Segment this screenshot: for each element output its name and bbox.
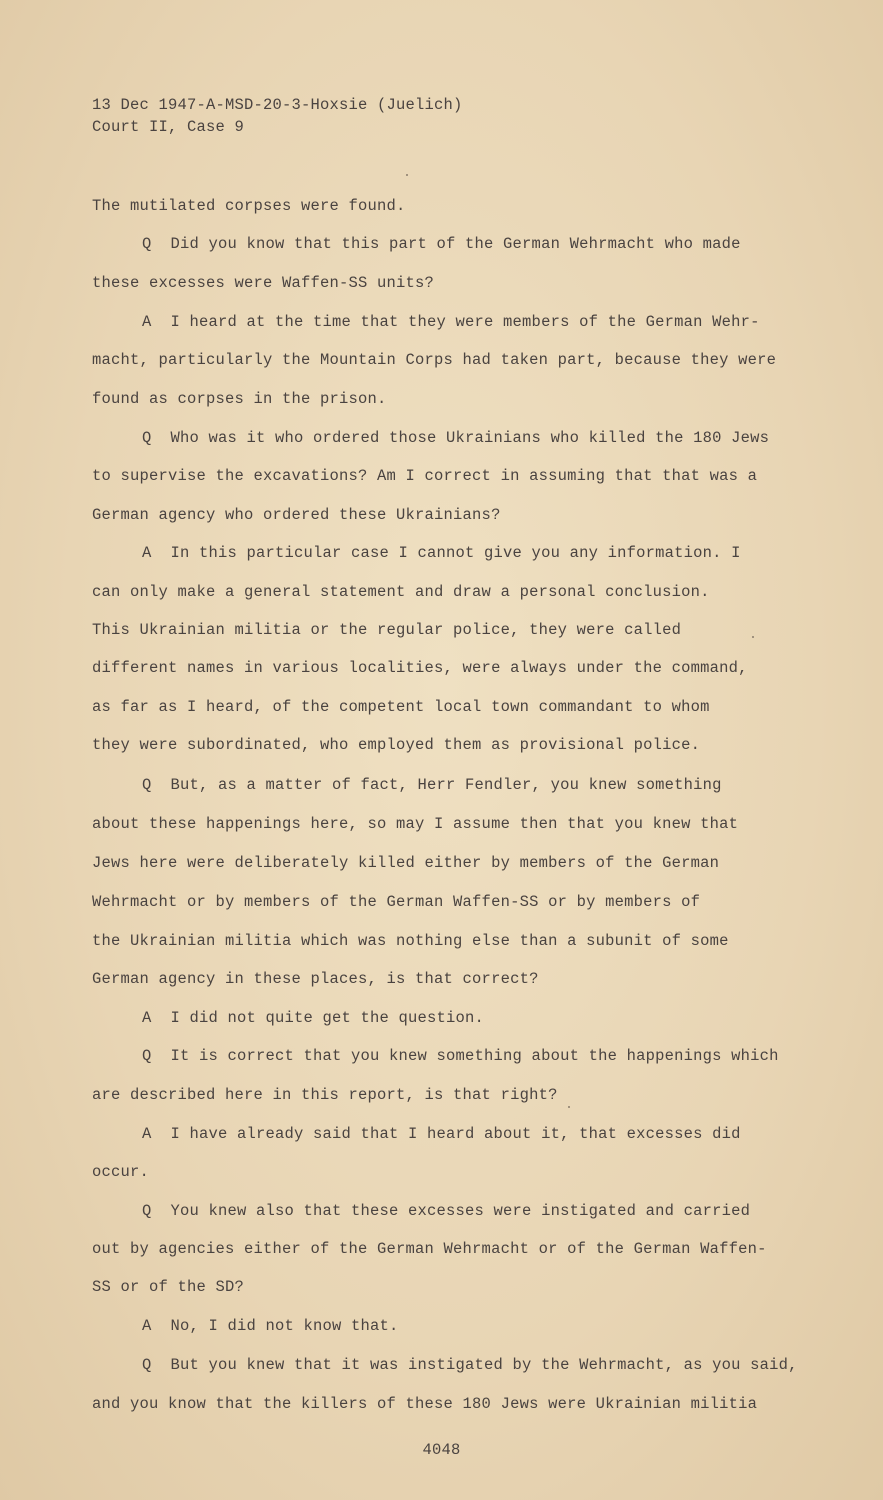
paper-speck <box>406 174 408 176</box>
paper-speck <box>568 1106 570 1108</box>
text-line: A No, I did not know that. <box>142 1317 399 1335</box>
text-line: are described here in this report, is that right? <box>92 1086 558 1104</box>
text-line: and you know that the killers of these 180 Jews were Ukrainian militia <box>92 1395 758 1413</box>
text-line: found as corpses in the prison. <box>92 390 387 408</box>
text-line: to supervise the excavations? Am I correct in assuming that that was a <box>92 467 758 485</box>
paper-speck <box>752 636 754 638</box>
text-line: as far as I heard, of the competent local town commandant to whom <box>92 698 710 716</box>
text-line: macht, particularly the Mountain Corps had taken part, because they were <box>92 351 777 369</box>
text-line: A I did not quite get the question. <box>142 1009 485 1027</box>
text-line: out by agencies either of the German Wehrmacht or of the German Waffen- <box>92 1240 767 1258</box>
text-line: German agency in these places, is that correct? <box>92 970 539 988</box>
text-line: Q You knew also that these excesses were instigated and carried <box>142 1202 751 1220</box>
text-line: This Ukrainian militia or the regular police, they were called <box>92 621 682 639</box>
text-line: A I have already said that I heard about it, that excesses did <box>142 1125 741 1143</box>
text-line: Q Who was it who ordered those Ukrainians who killed the 180 Jews <box>142 429 770 447</box>
text-line: The mutilated corpses were found. <box>92 197 406 215</box>
text-line: they were subordinated, who employed them as provisional police. <box>92 736 701 754</box>
text-line: German agency who ordered these Ukrainians? <box>92 506 501 524</box>
header-citation: 13 Dec 1947-A-MSD-20-3-Hoxsie (Juelich) <box>92 96 463 114</box>
text-line: different names in various localities, were always under the command, <box>92 659 748 677</box>
text-line: these excesses were Waffen-SS units? <box>92 274 435 292</box>
text-line: Jews here were deliberately killed either by members of the German <box>92 854 720 872</box>
text-line: can only make a general statement and draw a personal conclusion. <box>92 583 710 601</box>
header-court-case: Court II, Case 9 <box>92 118 245 136</box>
text-line: A In this particular case I cannot give you any information. I <box>142 544 741 562</box>
text-line: A I heard at the time that they were members of the German Wehr- <box>142 313 760 331</box>
text-line: Q But, as a matter of fact, Herr Fendler, you knew something <box>142 776 722 794</box>
text-line: Q But you knew that it was instigated by the Wehrmacht, as you said, <box>142 1356 798 1374</box>
text-line: SS or of the SD? <box>92 1278 245 1296</box>
text-line: Q It is correct that you knew something about the happenings which <box>142 1047 779 1065</box>
text-line: Q Did you know that this part of the German Wehrmacht who made <box>142 235 741 253</box>
page-number: 4048 <box>422 1441 461 1459</box>
text-line: about these happenings here, so may I assume then that you knew that <box>92 815 739 833</box>
text-line: Wehrmacht or by members of the German Waffen-SS or by members of <box>92 893 701 911</box>
text-line: the Ukrainian militia which was nothing else than a subunit of some <box>92 932 729 950</box>
text-line: occur. <box>92 1163 150 1181</box>
